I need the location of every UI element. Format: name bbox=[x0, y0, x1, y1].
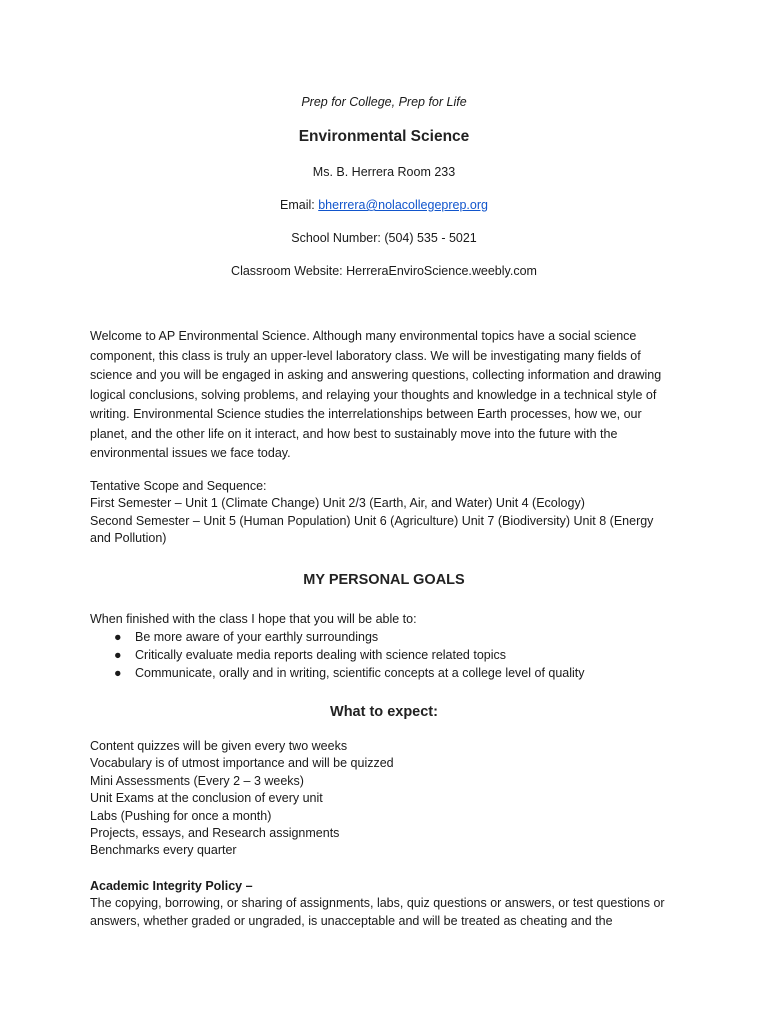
list-item: ● Be more aware of your earthly surroundings bbox=[114, 630, 379, 644]
expect-heading: What to expect: bbox=[330, 704, 438, 720]
email-line bbox=[0, 197, 768, 214]
integrity-line1: The copying, borrowing, or sharing of assignments, labs, quiz questions or answers, or test questions or bbox=[90, 896, 665, 910]
scope-heading: Tentative Scope and Sequence: bbox=[90, 479, 267, 493]
course-title: Environmental Science bbox=[298, 128, 470, 145]
list-item: Projects, essays, and Research assignments bbox=[90, 826, 340, 841]
list-item: Labs (Pushing for once a month) bbox=[90, 808, 272, 823]
first-semester: First Semester – Unit 1 (Climate Change) Unit 2/3 (Earth, Air, and Water) Unit 4 (Ecology) bbox=[90, 496, 585, 510]
list-item: Unit Exams at the conclusion of every unit bbox=[90, 791, 323, 806]
list-item: Benchmarks every quarter bbox=[90, 843, 237, 858]
bullet-icon: ● bbox=[114, 648, 122, 662]
expect-list bbox=[90, 738, 394, 860]
bullet-icon: ● bbox=[114, 630, 122, 644]
second-semester-line1: Second Semester – Unit 5 (Human Population) Unit 6 (Agriculture) Unit 7 (Biodiversity) Unit 8 (Energy bbox=[90, 514, 654, 528]
intro-paragraph: Welcome to AP Environmental Science. Although many environmental topics have a social science component, this class is truly an upper-level laboratory class. We will be investigating many fields of science and you will be engaged in asking and answering questions, collecting information and drawing logical conclusions, solving problems, and relaying your thoughts and knowledge in a technical style of writing. Environmental Science studies the interrelationships between Earth processes, how we, our planet, and the other life on it interact, and how best to sustainably move into the future with the environmental issues we face today. bbox=[90, 329, 662, 460]
goals-list bbox=[112, 628, 585, 682]
goals-heading: MY PERSONAL GOALS bbox=[303, 572, 465, 588]
email-label: Email: bbox=[280, 198, 319, 212]
integrity-heading: Academic Integrity Policy – bbox=[90, 879, 253, 893]
second-semester-line2: and Pollution) bbox=[90, 531, 167, 545]
list-item: ● Communicate, orally and in writing, scientific concepts at a college level of quality bbox=[114, 666, 585, 680]
list-item: Content quizzes will be given every two weeks bbox=[90, 739, 348, 753]
goals-intro: When finished with the class I hope that you will be able to: bbox=[90, 612, 417, 626]
list-item: ● Critically evaluate media reports dealing with science related topics bbox=[114, 648, 507, 662]
school-number: School Number: (504) 535 - 5021 bbox=[291, 231, 477, 245]
bullet-icon: ● bbox=[114, 666, 122, 680]
list-item: Vocabulary is of utmost importance and will be quizzed bbox=[90, 756, 394, 771]
email-link[interactable]: bherrera@nolacollegeprep.org bbox=[318, 198, 488, 212]
teacher-room: Ms. B. Herrera Room 233 bbox=[312, 165, 456, 179]
classroom-website: Classroom Website: HerreraEnviroScience.weebly.com bbox=[231, 264, 537, 278]
integrity-line2: answers, whether graded or ungraded, is unacceptable and will be treated as cheating and the bbox=[90, 914, 613, 928]
tagline: Prep for College, Prep for Life bbox=[301, 95, 467, 109]
list-item: Mini Assessments (Every 2 – 3 weeks) bbox=[90, 773, 304, 788]
